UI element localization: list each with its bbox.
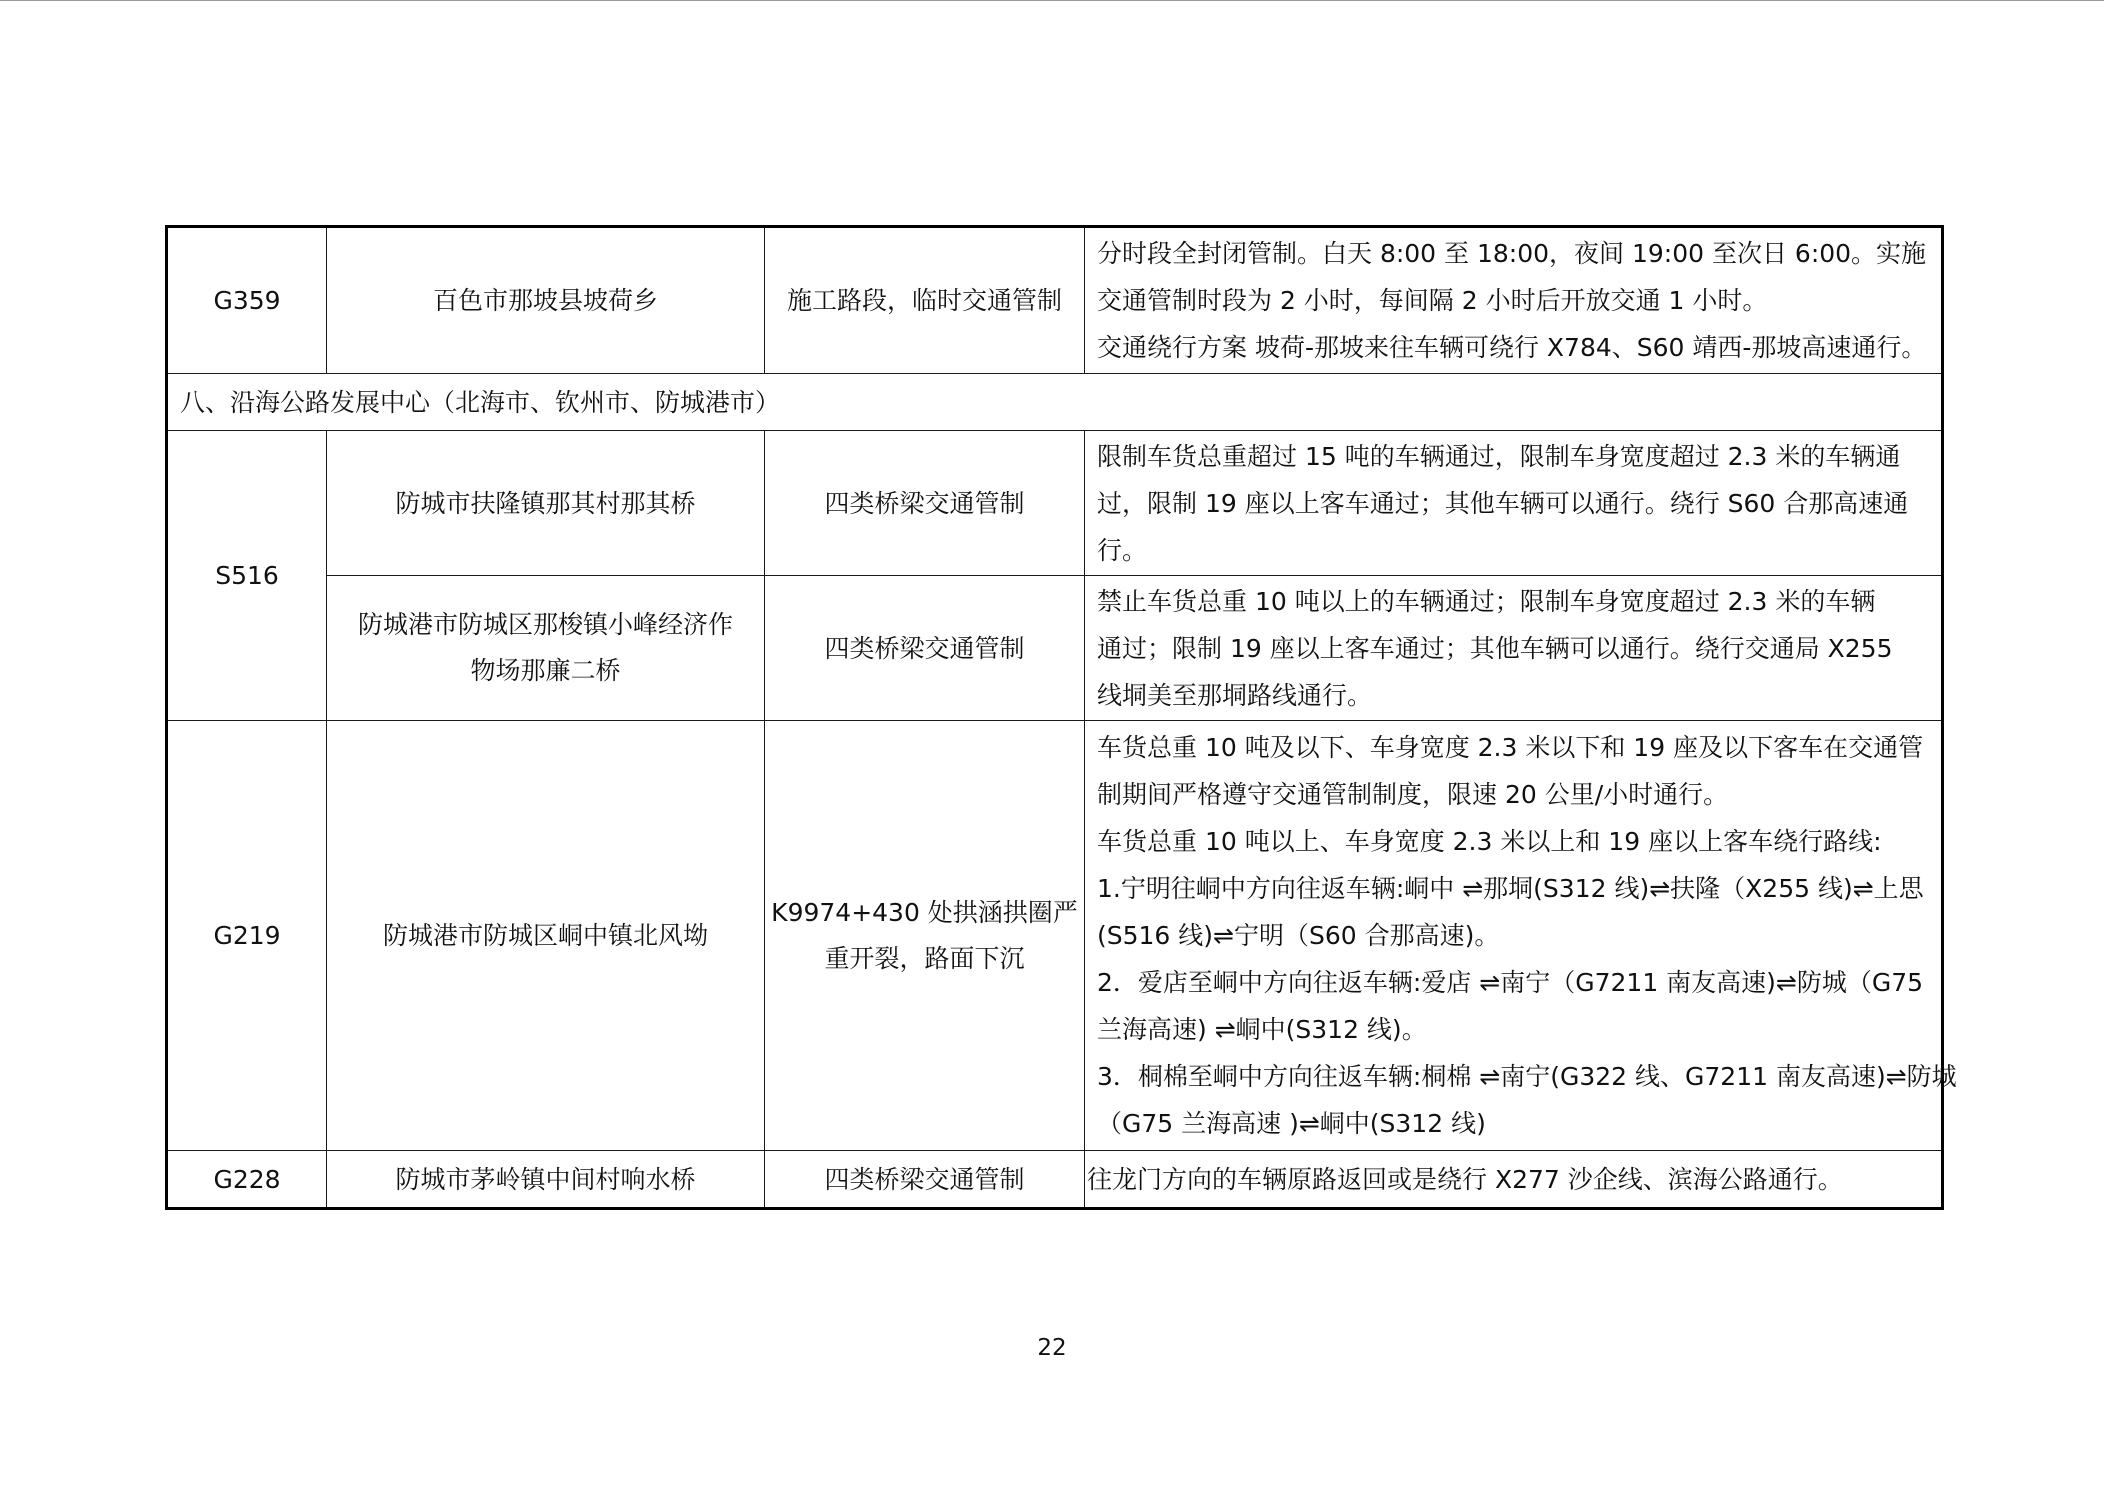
location-cell: 防城市扶隆镇那其村那其桥 (327, 431, 765, 576)
page-edge (0, 0, 2104, 1)
traffic-control-table (165, 225, 1957, 1210)
location-cell: 防城港市防城区峒中镇北风坳 (327, 721, 765, 1151)
description-line: 交通管制时段为 2 小时，每间隔 2 小时后开放交通 1 小时。 (1097, 286, 1768, 315)
table-row-g359 (167, 227, 1943, 374)
control-type-line: 重开裂，路面下沉 (824, 943, 1025, 973)
section-header: 八、沿海公路发展中心（北海市、钦州市、防城港市） (167, 374, 1943, 431)
description-cell: 往龙门方向的车辆原路返回或是绕行 X277 沙企线、滨海公路通行。 (1085, 1151, 1943, 1209)
description-line: 线垌美至那垌路线通行。 (1097, 680, 1373, 710)
location-cell: 防城市茅岭镇中间村响水桥 (327, 1151, 765, 1209)
description-line: 通过；限制 19 座以上客车通过；其他车辆可以通行。绕行交通局 X255 (1097, 633, 1893, 663)
description-line: 车货总重 10 吨以上、车身宽度 2.3 米以上和 19 座以上客车绕行路线: (1097, 827, 1882, 856)
route-cell: G359 (167, 227, 327, 374)
control-type-cell: 四类桥梁交通管制 (765, 1151, 1085, 1209)
description-line: 行。 (1097, 535, 1148, 565)
description-cell (1085, 431, 1943, 576)
control-type-cell: 四类桥梁交通管制 (765, 576, 1085, 721)
location-line: 物场那廉二桥 (470, 656, 621, 685)
description-line: 限制车货总重超过 15 吨的车辆通过，限制车身宽度超过 2.3 米的车辆通 (1097, 441, 1901, 471)
description-line: 2．爱店至峒中方向往返车辆:爱店 ⇌南宁（G7211 南友高速)⇌防城（G75 (1097, 968, 1924, 997)
description-line: (S516 线)⇌宁明（S60 合那高速)。 (1097, 921, 1500, 950)
description-line: 车货总重 10 吨及以下、车身宽度 2.3 米以下和 19 座及以下客车在交通管 (1097, 733, 1924, 762)
description-cell (1085, 721, 1957, 1151)
control-type-line: K9974+430 处拱涵拱圈严 (771, 897, 1078, 927)
description-line: 禁止车货总重 10 吨以上的车辆通过；限制车身宽度超过 2.3 米的车辆 (1097, 586, 1876, 616)
description-line: 1.宁明往峒中方向往返车辆:峒中 ⇌那垌(S312 线)⇌扶隆（X255 线)⇌上思 (1097, 874, 1924, 903)
control-type-cell (765, 721, 1085, 1151)
route-cell: G228 (167, 1151, 327, 1209)
location-cell: 百色市那坡县坡荷乡 (327, 227, 765, 374)
description-line: （G75 兰海高速 )⇌峒中(S312 线) (1097, 1109, 1486, 1138)
description-line: 兰海高速) ⇌峒中(S312 线)。 (1097, 1015, 1427, 1044)
table-row-g228 (167, 1151, 1943, 1209)
description-line: 制期间严格遵守交通管制制度，限速 20 公里/小时通行。 (1097, 780, 1729, 809)
table-row-g219 (167, 721, 1943, 1151)
description-line: 分时段全封闭管制。白天 8:00 至 18:00，夜间 19:00 至次日 6:00。实施 (1097, 239, 1927, 268)
description-line: 过，限制 19 座以上客车通过；其他车辆可以通行。绕行 S60 合那高速通 (1097, 488, 1909, 518)
route-cell: S516 (167, 431, 327, 721)
description-cell (1085, 576, 1943, 721)
description-line: 交通绕行方案 坡荷-那坡来往车辆可绕行 X784、S60 靖西-那坡高速通行。 (1097, 333, 1927, 362)
section-header-row (167, 374, 1943, 431)
control-type-cell: 施工路段，临时交通管制 (765, 227, 1085, 374)
table-row-s516-1 (167, 431, 1943, 576)
location-cell (327, 576, 765, 721)
route-cell: G219 (167, 721, 327, 1151)
table-row-s516-2 (167, 576, 1943, 721)
description-line: 3．桐棉至峒中方向往返车辆:桐棉 ⇌南宁(G322 线、G7211 南友高速)⇌防城 (1097, 1062, 1957, 1091)
location-line: 防城港市防城区那梭镇小峰经济作 (357, 610, 733, 639)
page-number: 22 (1037, 1335, 1067, 1361)
description-cell (1085, 227, 1943, 374)
control-type-cell: 四类桥梁交通管制 (765, 431, 1085, 576)
